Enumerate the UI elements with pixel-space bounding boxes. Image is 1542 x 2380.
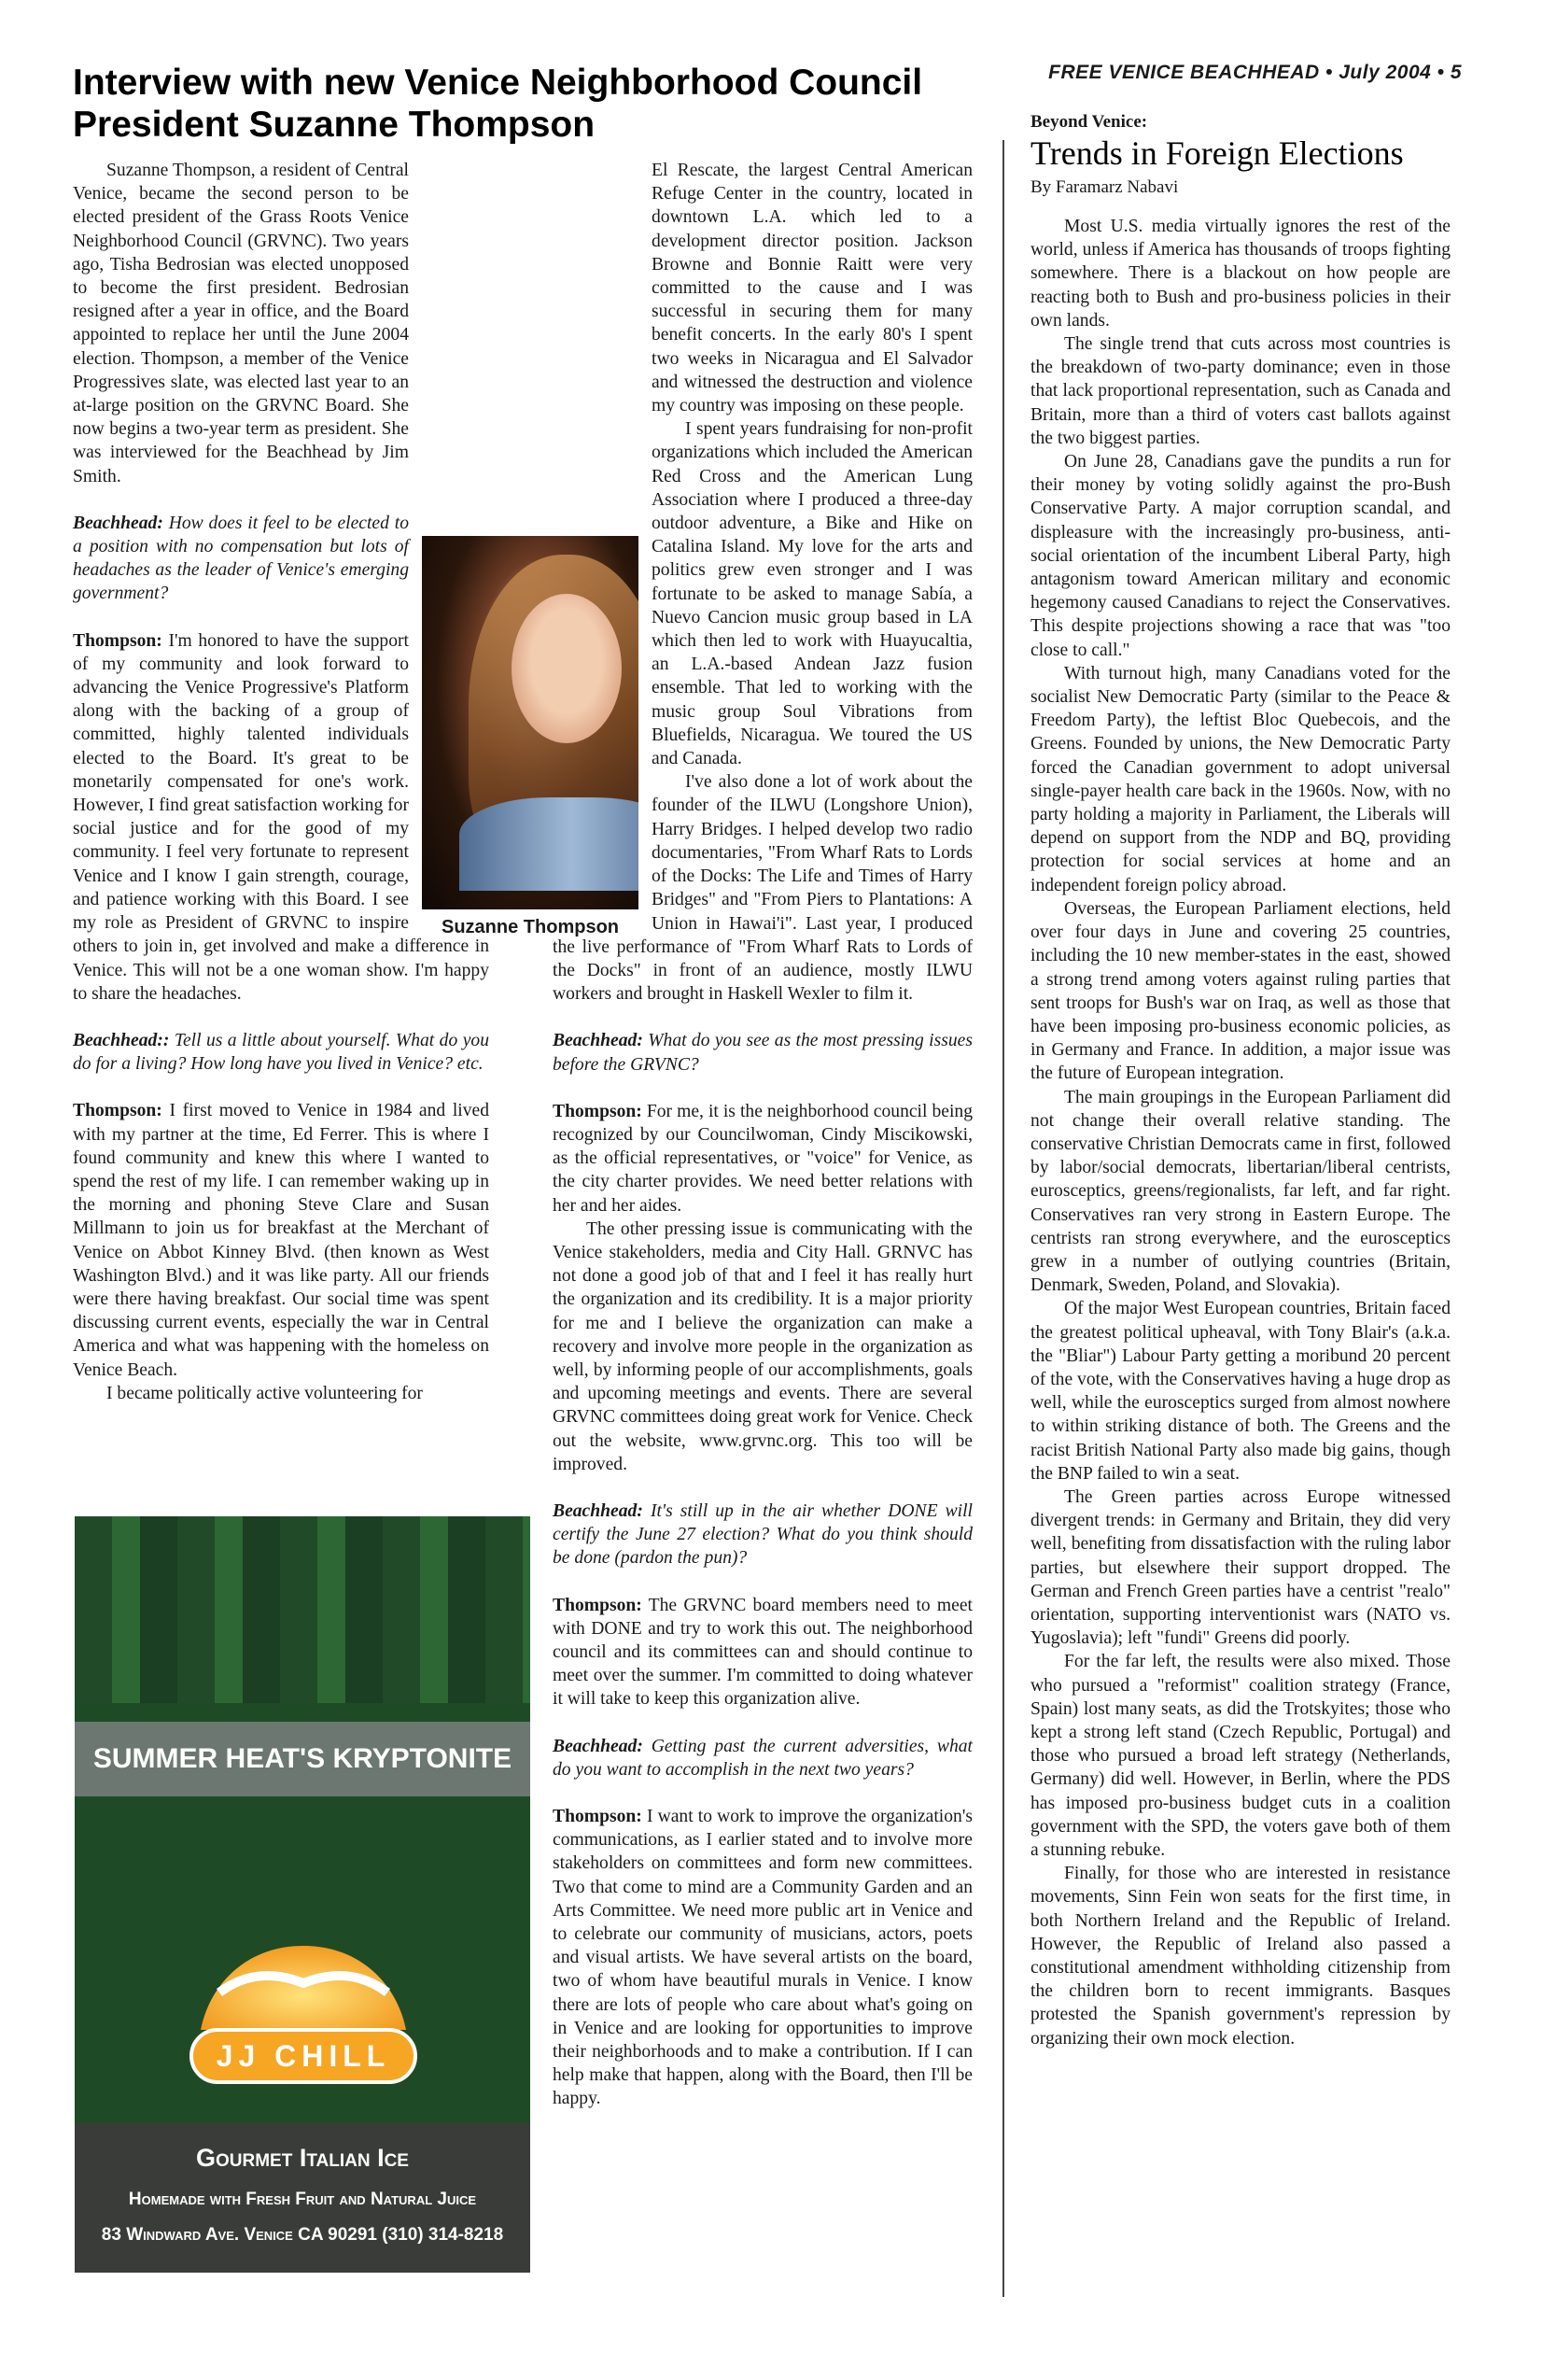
photo-face-shape <box>512 594 622 743</box>
paragraph: I've also done a lot of work about the founder of the ILWU (Longshore Union), Harry Bridges. I helped develop two radio documentaries, "From Wharf Rats to Lords of the Docks: The Life and Times of Harry Bridges" and "From Piers to Plantations: A Union in Hawai'i". Last year, I produced the live performance of "From Wharf Rats to Lords of the Docks" in front of an audience, mostly ILWU workers and brought in Haskell Wexler to film it. <box>553 772 973 1005</box>
paragraph-text: I first moved to Venice in 1984 and lived with my partner at the time, Ed Ferrer. This is where I found community and knew this where I wanted to spend the rest of my life. I can remember waking up in the morning and phoning Steve Clare and Susan Millmann to join us for breakfast at the Merchant of Venice on Abbot Kinney Blvd. (then known as West Washington Blvd.) and it was like party. All our friends were there having breakfast. Our social time was spent discussing current events, especially the war in Central America and what was happening with the homeless on Venice Beach. <box>73 1101 489 1380</box>
speaker-label: Beachhead: <box>553 1500 643 1521</box>
paragraph: El Rescate, the largest Central American Refuge Center in the country, located in downtown L.A. which led to a development director position. Jackson Browne and Bonnie Raitt were very committed to the cause and I was successful in securing them for many benefit concerts. In the early 80's I spent two weeks in Nicaragua and El Salvador and witnessed the destruction and violence my country was imposing on these people. <box>652 161 973 416</box>
headline-line-2: President Suzanne Thompson <box>73 105 596 145</box>
speaker-label: Thompson: <box>553 1101 642 1121</box>
article-byline: By Faramarz Nabavi <box>1030 177 1179 197</box>
paragraph: Suzanne Thompson, a resident of Central Venice, became the second person to be elected president of the Grass Roots Venice Neighborhood Council (GRVNC). Two years ago, Tisha Bedrosian was elected unopposed to become the first president. Bedrosian resigned after a year in office, and the Board appointed to replace her until the June 2004 election. Thompson, a member of the Venice Progressives slate, was elected last year to an at-large position on the GRVNC Board. She now begins a two-year term as president. She was interviewed for the Beachhead by Jim Smith. <box>73 161 409 486</box>
paragraph-text: I want to work to improve the organization's communications, as I earlier stated and to involve more stakeholders on committees and form new committees. Two that come to mind are a Community Garden and an Arts Committee. We need more public art in Venice and to celebrate our community of musicians, actors, poets and visual artists. We have several artists on the board, two of whom have beautiful murals in Venice. I know there are lots of people who care about what's going on in Venice and are looking for opportunities to improve their neighborhoods and to make a contribution. If I can help make that happen, along with the Board, then I'll be happy. <box>553 1807 973 2109</box>
paragraph-text: How does it feel to be elected to a position with no compensation but lots of headaches as the leader of Venice's emerging government? <box>73 513 409 604</box>
speaker-label: Beachhead: <box>553 1031 643 1051</box>
jj-chill-logo <box>163 1927 443 2095</box>
portrait-photo <box>422 536 638 909</box>
ad-info-band <box>75 2123 530 2273</box>
paragraph: I became politically active volunteering for <box>106 1383 423 1403</box>
ad-address: 83 Windward Ave. Venice CA 90291 (310) 314-8218 <box>101 2225 504 2245</box>
paragraph: On June 28, Canadians gave the pundits a run for their money by voting solidly against the pro-Bush Conservative Party. A major corruption scandal, and displeasure with the increasingly pro-business, anti-social orientation of the incumbent Liberal Party, high antagonism toward American military and economic hegemony caused Canadians to reject the Conservatives. This despite projections showing a race that was "too close to call." <box>1030 452 1451 660</box>
ad-slogan: SUMMER HEAT'S KRYPTONITE <box>92 1743 512 1774</box>
column-divider <box>1002 140 1004 2297</box>
interview-question <box>73 1029 489 1076</box>
palm-trees-graphic <box>75 1516 530 1703</box>
speaker-label: Thompson: <box>553 1595 642 1615</box>
ad-logo-text: JJ CHILL <box>216 2039 391 2073</box>
paragraph: The single trend that cuts across most countries is the breakdown of two-party dominance; even in those that lack proportional representation, such as Canada and Britain, more than a third of voters cast ballots against the two biggest parties. <box>1030 334 1451 448</box>
speaker-label: Beachhead: <box>553 1736 643 1756</box>
paragraph-text: The GRVNC board members need to meet with DONE and try to work this out. The neighborhood council and its committees can and should continue to meet over the summer. I'm committed to doing whatever it will take to keep this organization alive. <box>553 1595 973 1710</box>
running-header: FREE VENICE BEACHHEAD • July 2004 • 5 <box>1048 62 1462 83</box>
speaker-label: Thompson: <box>73 630 162 651</box>
paragraph: Of the major West European countries, Britain faced the greatest political upheaval, with Tony Blair's (a.k.a. the "Bliar") Labour Party getting a moribund 20 percent of the vote, with the Conservatives having a huge drop as well, while the eurosceptics surged from almost nowhere to within striking distance of both. The Greens and the racist British National Party also made big gains, though the BNP failed to win a seat. <box>1030 1299 1451 1484</box>
article-title: Trends in Foreign Elections <box>1030 134 1404 172</box>
interview-question <box>553 1029 973 1076</box>
paragraph: For the far left, the results were also mixed. Those who pursued a "reformist" coalition strategy (France, Spain) lost many seats, as did the Trotskyites; those who kept a strong left stand (Czech Republic, Portugal) and those who pursued a broad left strategy (Netherlands, Germany) did well. However, in Berlin, where the PDS has imposed pro-business budget cuts in a coalition government with the SPD, the voters gave both of them a stunning rebuke. <box>1030 1652 1451 1861</box>
speaker-label: Thompson: <box>553 1807 642 1826</box>
speaker-label: Beachhead:: <box>73 1030 170 1050</box>
interview-question <box>553 1735 973 1781</box>
paragraph: Overseas, the European Parliament elections, held over four days in June and covering 25 countries, including the 10 new member-states in the east, showed a strong trend among voters against ruling parties that sent troops for Bush's war on Iraq, as well as those that have been imposing pro-business economic policies, as in Germany and France. In addition, a major issue was the future of European integration. <box>1030 898 1451 1084</box>
paragraph-text: Getting past the current adversities, what do you want to accomplish in the next two years? <box>553 1736 973 1780</box>
photo-caption: Suzanne Thompson <box>442 917 619 937</box>
interview-column-2 <box>553 159 973 2111</box>
ad-tagline: Homemade with Fresh Fruit and Natural Juice <box>128 2190 477 2209</box>
interview-answer <box>553 1594 973 1711</box>
paragraph-text: It's still up in the air whether DONE will certify the June 27 election? What do you think should be done (pardon the pun)? <box>553 1500 974 1569</box>
ad-product: Gourmet Italian Ice <box>196 2144 409 2172</box>
headline <box>73 62 969 146</box>
ad-slogan-band <box>75 1722 530 1796</box>
interview-answer <box>553 1805 973 2111</box>
interview-question <box>553 1500 973 1570</box>
paragraph-text: For me, it is the neighborhood council being recognized by our Councilwoman, Cindy Miscikowski, as the official representatives, or "voice" for Venice, as the city charter provides. We need better relations with her and her aides. <box>553 1101 973 1216</box>
paragraph: With turnout high, many Canadians voted for the socialist New Democratic Party (similar to the Peace & Freedom Party), the leftist Bloc Quebecois, and the Greens. Founded by unions, the New Democratic Party forced the Canadian government to adopt universal single-payer health care back in the 1960s. Now, with no party holding a majority in Parliament, the Liberals will depend on support from the NDP and BQ, providing protection for social services at home and an independent foreign policy abroad. <box>1030 663 1451 895</box>
paragraph-text: I'm honored to have the support of my community and look forward to advancing the Venice Progressive's Platform along with the backing of a group of committed, highly talented individuals elected to the Board. It's great to be monetarily compensated for one's work. However, I find great satisfaction working for social justice and for the good of my community. I feel very fortunate to represent Venice and I know I gain strength, courage, and patience working with this Board. I see my role as President of GRVNC to inspire others to join in, get involved and make a difference in Venice. This will not be a one woman show. I'm happy to share the headaches. <box>73 630 489 1004</box>
interview-answer <box>553 1100 973 1218</box>
article-kicker: Beyond Venice: <box>1030 112 1148 132</box>
jj-chill-advertisement <box>75 1516 530 2273</box>
paragraph: Finally, for those who are interested in resistance movements, Sinn Fein won seats for the first time, in both Northern Ireland and the Republic of Ireland. However, the Republic of Ireland also passed a constitutional amendment withholding citizenship from the children born to recent immigrants. Basques protested the Spanish government's repression by organizing their own mock election. <box>1030 1864 1451 2049</box>
interview-answer <box>73 1099 489 1381</box>
photo-dress-shape <box>459 797 638 891</box>
paragraph: Most U.S. media virtually ignores the rest of the world, unless if America has thousands of troops fighting somewhere. There is a blackout on how people are reacting both to Bush and pro-business policies in their own lands. <box>1030 217 1451 331</box>
headline-line-1: Interview with new Venice Neighborhood Council <box>73 63 923 103</box>
paragraph: I spent years fundraising for non-profit organizations which included the American Red Cross and the American Lung Association where I produced a three-day outdoor adventure, a Bike and Hike on Catalina Island. My love for the arts and politics grew even stronger and I was fortunate to be asked to manage Sabía, a Nuevo Cancion music group based in LA which then led to work with Huayucaltia, an L.A.-based Andean Jazz fusion ensemble. That led to working with the music group Soul Vibrations from Bluefields, Nicaragua. We toured the US and Canada. <box>652 419 973 769</box>
paragraph: The Green parties across Europe witnessed divergent trends: in Germany and Britain, they did very well, benefiting from dissatisfaction with the ruling labor parties, but elsewhere their support dropped. The German and French Green parties have a centrist "realo" orientation, supporting interventionist wars (NATO vs. Yugoslavia); left "fundi" Greens did poorly. <box>1030 1486 1451 1649</box>
paragraph: The main groupings in the European Parliament did not change their overall relative standing. The conservative Christian Democrats came in first, followed by labor/social democrats, libertarian/liberal centrists, eurosceptics, greens/regionalists, far left, and far right. Conservatives ran very strong in Eastern Europe. The centrists ran strong everywhere, and the eurosceptics grew in a number of outlying countries (Britain, Denmark, Sweden, Poland, and Slovakia). <box>1030 1087 1451 1296</box>
paragraph-text: What do you see as the most pressing issues before the GRVNC? <box>553 1031 973 1075</box>
paragraph: The other pressing issue is communicating with the Venice stakeholders, media and City Hall. GRNVC has not done a good job of that and I feel it has really hurt the organization and its credibility. It is a major priority for me and I believe the organization can make a recovery and involve more people in the organization as well, by informing people of our accomplishments, goals and upcoming meetings and events. There are several GRVNC committees doing great work for Venice. Check out the website, www.grvnc.org. This too will be improved. <box>553 1218 973 1474</box>
foreign-article-body <box>1030 215 1451 2050</box>
speaker-label: Thompson: <box>73 1101 162 1121</box>
speaker-label: Beachhead: <box>73 513 163 533</box>
paragraph-text: Tell us a little about yourself. What do you do for a living? How long have you lived in Venice? etc. <box>73 1030 489 1075</box>
